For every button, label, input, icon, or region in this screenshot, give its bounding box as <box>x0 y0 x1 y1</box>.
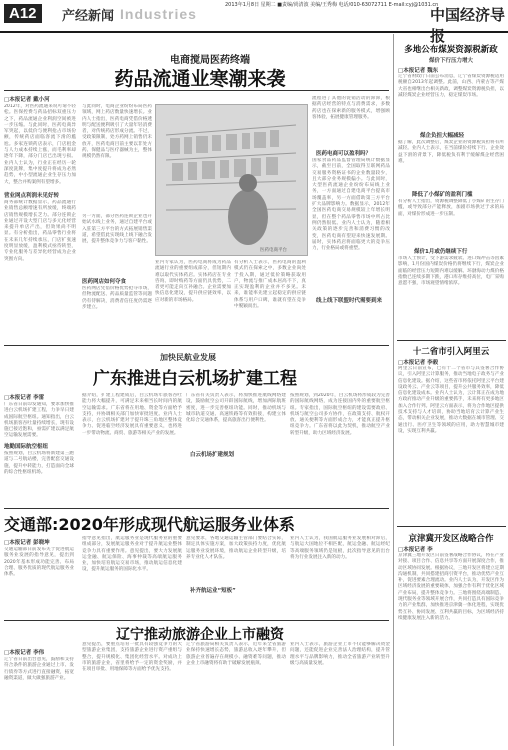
pharma-subhead: 医药电商可以盈利吗？ <box>316 151 372 157</box>
pharma-byline: □本报记者 戴小河 <box>4 97 50 103</box>
cloud-col-2: 据介绍，扩建工程建成后，白云机场年旅客吞吐能力将大幅提升，可满足未来相当长时间内的航空运输需求。广东省将在用地、资金等方面给予支持，并协调相关部门加快审批进度。业内人士表示，白云机场扩建对于提升珠三角地区整体竞争力、促进临空经济发展具有重要意义，也将进一步带动物流、商贸、旅游等相关产业的发展。 <box>82 393 182 436</box>
page-header <box>0 0 508 45</box>
cloud-headline: 广东推进白云机场扩建工程 <box>93 369 297 389</box>
pharma-col-1: 2012年，对医药流通来说可谓不轻松。医保控费与药品招标双重压力之下，药品流通企业利润空间被进一步压缩。与此同时，医药电商异军突起，以低价与便利抢占市场份额，传统药店面临客流下滑的尴尬。多家连锁药店表示，门店租金与人力成本持续上涨，而毛利率却逐年下降，部分门店已出现亏损。业内人士认为，行业正在经历一轮深度洗牌，集中度提升将成为必然趋势，中小型流通企业生存压力加大，整合并购案例有望增多。 <box>4 104 76 185</box>
pharma-kicker: 电商搅局医药终端 <box>170 55 250 66</box>
tourism-headline: 辽宁推动旅游企业上市融资 <box>116 627 284 643</box>
headline-rule <box>4 90 389 91</box>
shipping-col-4: 业内人士认为，我国航运服务业发展相对滞后，与航运大国地位不相匹配，航运金融、航运经纪等高端服务领域仍是短板，此次指导意见的出台将为行业发展注入新的动力。 <box>290 536 390 560</box>
cloud-kicker: 加快民航业发展 <box>160 353 216 362</box>
pharma-col-4: 有分析人士表示，医药电商的盈利模式仍在探索之中，多数企业尚处于投入期，通过低价策略获取用户，物流与推广成本居高不下，真正实现盈利的企业并不多见。未来，谁能率先建立起稳定的供应链体系与用户口碑，谁就有望在竞争中脱颖而出。 <box>234 260 306 310</box>
coal-headline: 多地公布煤炭资源税新政 <box>404 45 498 55</box>
cloud-byline: □本报记者 李雷 <box>4 395 45 401</box>
tourism-col-4: 业内人士表示，旅游企业上市不仅能够解决资金问题，还能促进企业完善法人治理结构，提升管理水平与品牌影响力，推动全省旅游产业转型升级与高质量发展。 <box>290 642 390 666</box>
section-rule <box>4 508 389 509</box>
tourism-byline: □本报记者 李伟 <box>4 650 45 656</box>
tourism-col-3: 辽宁省旅游局相关负责人表示，近年来全省旅游业保持快速增长态势，旅游总收入逐年攀升，但旅游企业普遍存在规模小、融资难等问题，推动企业上市融资将有助于破解发展瓶颈。 <box>186 642 286 666</box>
coal-col-1: 辽宁省财政厅日前公布消息，辽宁省煤炭资源税适用税额自2013年起调整。此前，山西、内蒙古等产煤大省也相继出台相关新政，调整煤炭资源税负担，以减轻煤炭企业经营压力，稳定煤炭市场。 <box>398 74 504 98</box>
tourism-col-2: 意见提出，要重点培育一批具有较强竞争力的大型旅游企业集团，支持旅游企业进行资产重组与整合，提升规模化、集团化经营水平。对成功上市的旅游企业，省里将给予一定的资金奖励，并在项目审批、用地保障等方面给予优先支持。 <box>82 642 182 673</box>
pharma-subhead: 营业网点利润未见好转 <box>4 193 60 199</box>
cloud-col-4: 按照规划，到2020年，白云机场将形成较为完善的国际航线网络，成为连接国内外的重要航空枢纽。专家指出，国际航空枢纽的建设需要政府、机场与航空公司多方协作，在政策支持、航权开放、通关便利等方面形成合力，才能真正提升枢纽竞争力。广东省将以此为契机，推动航空产业转型升级，助力区域经济发展。 <box>290 393 390 436</box>
column-divider <box>393 34 394 746</box>
coal-subhead: 煤价1月或仍继续下行 <box>414 249 468 255</box>
section-rule <box>4 620 389 621</box>
cloud-subhead: 地勤国际航空枢纽 <box>4 444 49 450</box>
coal-col-3: 有分析人士指出，资源税调整降低了小煤矿的生存门槛，或导致部分产能释放，加剧市场供过于求的局面，对煤价形成进一步压制。 <box>398 199 504 217</box>
pharma-headline: 药品流通业寒潮来袭 <box>114 68 286 90</box>
cloud-col-3: 广东省有关负责人表示，将加快推进航线网络建设，鼓励航空公司开辟国际航线，增加洲际航班密度，进一步完善枢纽功能。同时，推动机场与城市轨道交通、高速铁路等有效衔接，构建立体化综合交通体系，提高旅客出行便利性。 <box>186 393 286 424</box>
jjj-headline: 京津冀开发区战略合作 <box>408 534 494 544</box>
pharmacy-shelves-image <box>156 105 307 255</box>
issue-meta: 2013年1月8日 星期二 ■责编/尚清波 美编/王秀梅 电话/010-63072711 E-mail:cyj@1031.cn <box>225 2 439 8</box>
shipping-col-1: 交通运输部日前发布关于促进航运服务业发展的指导意见，提出到2020年基本形成功能完善、布局合理、服务优质的现代航运服务业体系。 <box>4 547 74 578</box>
pharma-col-5a: 流程进了其他的促销活动的滞滞，根据药店经营的特点与消费需求，多数药店也在探索新的服务模式，增强顾客体验，拓展健康管理服务。 <box>312 96 390 120</box>
section-rule <box>4 345 389 346</box>
section-rule <box>397 340 506 341</box>
photo-caption: 医药电商平台 <box>260 248 287 253</box>
coal-subhead: 煤企负担大幅减轻 <box>420 133 465 139</box>
coal-byline: □本报记者 魏东 <box>398 68 439 74</box>
page-number: A12 <box>4 4 42 23</box>
coal-subhead: 降低了小煤矿的盈利门槛 <box>412 192 473 198</box>
jjj-byline: □本报记者 李 <box>398 547 433 553</box>
tourism-col-1: 辽宁省日前出台意见，鼓励和支持符合条件的旅游企业通过上市、发行债券等方式进行直接融资，拓宽融资渠道，做大做强旅游产业。 <box>4 657 74 681</box>
section-title-en: Industries <box>120 6 197 22</box>
aliyun-byline: □本报记者 李毅 <box>398 360 439 366</box>
pharma-col-2: 与此同时，电商企业纷纷布局医药领域，网上药店数量快速增长。业内人士指出，医药电商凭借价格透明与配送便利吸引了大量年轻消费者，对传统药店形成分流。不过，受政策限制，处方药网上销售仍未放开，医药电商目前主要以非处方药、保健品与医疗器械为主，整体规模仍然有限。 <box>82 104 152 160</box>
shipping-headline: 交通部:2020年形成现代航运服务业体系 <box>4 515 295 534</box>
shipping-subhead: 补齐航运业“短板” <box>190 588 236 594</box>
jjj-col: 京津冀三地开发区日前签署战略合作协议，将在产业对接、项目合作、信息共享等方面开展深度合作，推动区域协同发展。根据协议，三地开发区将建立定期沟通机制，共同搭建招商引资平台，推动优势产业互补，促进要素合理流动。业内人士认为，开发区作为区域经济发展的重要载体，加强合作有利于优化区域产业布局，提升整体竞争力。三地将围绕高端制造、现代服务业等领域开展合作，共同打造具有国际竞争力的产业集群，加快推进京津冀一体化进程，实现优势互补、协同发展、互利共赢的目标，为区域经济持续健康发展注入新的活力。 <box>398 553 504 621</box>
aliyun-col: 阿里云日前宣布，已有十二个省市与其签署合作协议，引入阿里云计算服务，推动当地电子政务与产业信息化建设。据介绍，这些省市将依托阿里云平台建设政务云、产业云等项目，提升公共服务效率，降低信息化建设成本。业内人士认为，云计算正在成为地方政府推动产业升级的重要抓手，未来将有更多地区加入合作行列。阿里云方面表示，将为合作地区提供技术支持与人才培训，协助当地培育云计算产业生态，带动相关企业发展，推动大数据在城市管理、交通出行、医疗卫生等领域的应用，助力智慧城市建设，实现互利共赢。 <box>398 366 504 434</box>
pharma-subhead: 医药网店如何夺食 <box>82 279 127 285</box>
pharma-col-2c: 医药网店凭借价格优势抢夺市场，但物流配送、药品质量监管等问题仍有待解决，消费者信任度仍需逐步建立。 <box>82 286 152 310</box>
shipping-byline: □本报记者 彭晓坤 <box>4 540 50 546</box>
section-rule <box>397 526 506 527</box>
pharma-col-2b: 另一方面，部分医药连锁企业也开始试水线上业务，通过自建平台或入驻第三方平台的方式拓展销售渠道，希望借此实现线上线下融合发展，提升整体竞争力与客户黏性。 <box>82 214 152 245</box>
pharma-photo <box>155 104 308 256</box>
coal-col-2: 据了解，此次调整后，煤炭企业的资源税负担将有所减轻。业内人士表示，在当前煤价持续下行、企业效益下滑的背景下，降低税负有利于缓解煤企经营困难。 <box>398 140 504 164</box>
masthead: 中国经济导报 <box>430 6 506 45</box>
section-title: 产经新闻 <box>62 9 115 24</box>
pharma-col-3: 业内专家认为，医药电商将成为药品流通行业的重要组成部分，但短期内难以取代实体药店。实体药店在专业咨询、即时购药等方面仍具优势，二者更可能走向互补融合。企业需要加快信息化建设，提升供应链效率，以应对新的市场格局。 <box>155 260 231 303</box>
coal-col-4: 市场人士预计，受下游需求疲软、进口煤冲击等因素影响，1月份国内煤炭价格仍将继续下行，煤炭企业面临的经营压力短期内难以缓解。环渤海动力煤价格指数已连续多期下跌，港口库存维持高位，电厂采购意愿不强，市场观望情绪浓厚。 <box>398 256 504 287</box>
shipping-col-3: 意见要求，各地交通运输主管部门要结合实际，制定具体实施方案，加大政策扶持力度，优化航运服务业发展环境，推动航运企业转型升级，培养专业化人才队伍。 <box>186 536 286 560</box>
shipping-col-2: 指导意见指出，航运服务业是现代服务业的重要组成部分，发展航运服务业对于提升航运业整体竞争力具有重要作用。意见提出，要大力发展航运金融、航运保险、海事仲裁等高端航运服务业，加快培育航运交易市场，推动航运信息化建设，提升航运服务的国际化水平。 <box>82 536 182 573</box>
coal-subtitle: 煤价下行压力增大 <box>428 58 473 64</box>
cloud-col-1b: 按照规划，白云机场将新建第三跑道与二号航站楼，完善配套交通设施，提升中转能力，打造面向全球的综合性枢纽机场。 <box>4 451 74 475</box>
cloud-subhead: 白云机场扩建规划 <box>190 452 235 458</box>
cloud-col-1: 广东省日前印发通知，要求加快推进白云机场扩建工程，力争早日建成国际航空枢纽。通知指出，白云机场旅客吞吐量持续增长，现有设施已接近饱和，亟需扩建以满足航空运输发展需要。 <box>4 402 74 439</box>
pharma-subhead: 线上线下联盟时代需要到来 <box>316 298 383 304</box>
pharma-col-1b: 商务部统计数据显示，药品流通行业销售总额增速有所放缓，终端药店销售规模增长乏力。部分连锁企业通过开设大型门店与多元化经营来提升单店产出，但效果尚不明显。有分析指出，药品零售行业将在未来几年持续承压，门店扩张速度明显放缓，盈利模式亟待转型，专业化服务与差异化经营成为企业突围方向。 <box>4 200 76 262</box>
pharma-col-5: 国家食品药品监督管理局统计数据显示，截至目前，全国取得互联网药品交易服务资格证书的企业数量较少，且大部分业务规模偏小。与此同时，大型医药流通企业纷纷布局线上业务，一方面通过自建电商平台提高市场覆盖率，另一方面借助第三方平台扩大品牌影响力。数据显示，2012年全国医药电商交易规模较上年增长明显，但在整个药品零售市场中所占比例仍然很低。业内人士认为，随着相关政策的逐步完善和消费习惯的改变，医药电商有望迎来快速发展期。届时，实体药店将面临更大的竞争压力，行业格局或将重塑。 <box>312 158 390 252</box>
aliyun-headline: 十二省市引入阿里云 <box>412 347 490 357</box>
